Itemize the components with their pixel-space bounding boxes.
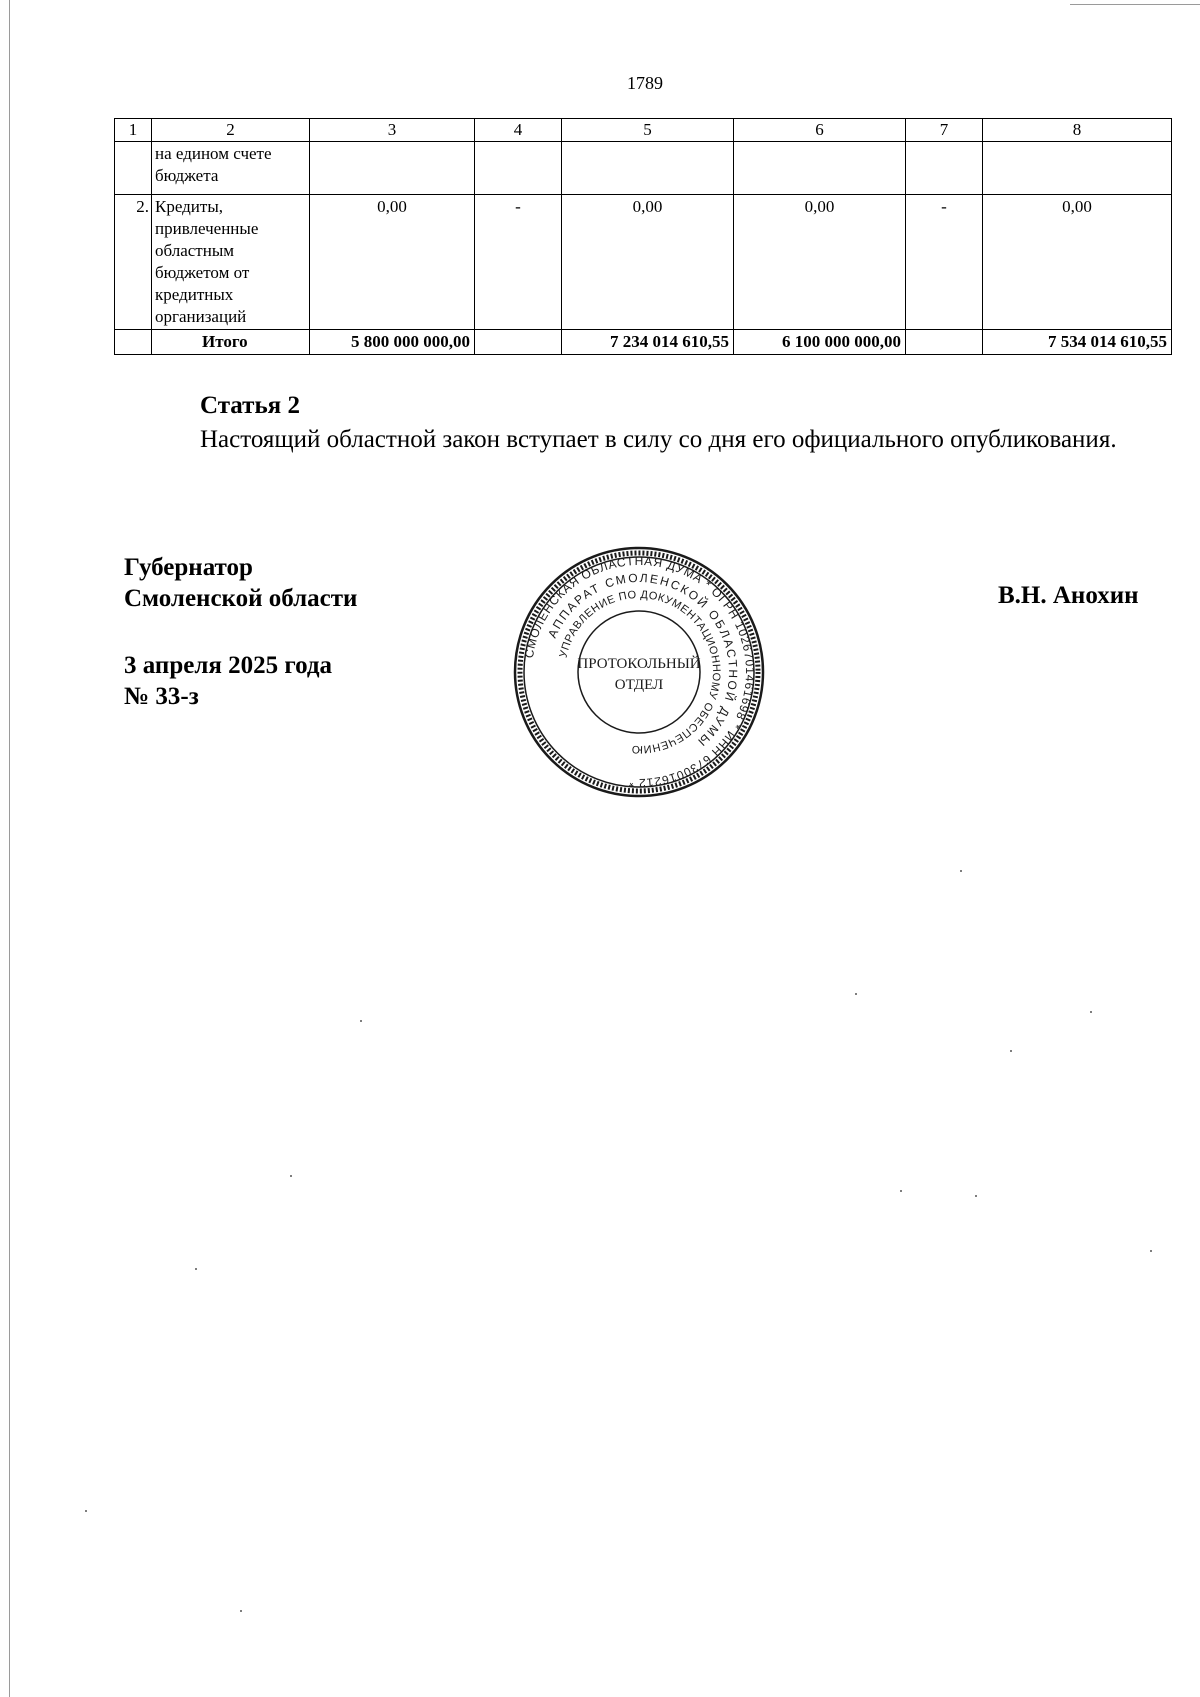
cell-value: 0,00 (562, 195, 734, 330)
table-total-row (115, 330, 1172, 355)
cell-value: - (906, 195, 983, 330)
total-value: 7 534 014 610,55 (983, 330, 1172, 355)
cell-value (475, 142, 562, 195)
page-number: 1789 (627, 73, 663, 93)
header-cell: 2 (152, 119, 310, 142)
scan-edge-top (1070, 4, 1200, 5)
row-number: 2. (115, 195, 152, 330)
total-label: Итого (152, 330, 310, 355)
budget-table (114, 118, 1172, 355)
total-value (906, 330, 983, 355)
total-value (475, 330, 562, 355)
seal-inner-text: УПРАВЛЕНИЕ ПО ДОКУМЕНТАЦИОННОМУ ОБЕСПЕЧЕНИЮ (557, 588, 723, 756)
table-row (115, 142, 1172, 195)
cell-value: 0,00 (734, 195, 906, 330)
position-line: Смоленской области (124, 585, 358, 612)
cell-value: 0,00 (310, 195, 475, 330)
official-seal (513, 546, 765, 798)
signer-position (124, 552, 357, 614)
cell-value: - (475, 195, 562, 330)
article-text: Настоящий областной закон вступает в силу со дня его официального опубликования. (200, 426, 1117, 453)
cell-value (734, 142, 906, 195)
position-line: Губернатор (124, 554, 253, 581)
total-empty-cell (115, 330, 152, 355)
signer-name: В.Н. Анохин (998, 582, 1139, 609)
seal-center-line2: ОТДЕЛ (614, 677, 664, 693)
cell-value (906, 142, 983, 195)
total-value: 5 800 000 000,00 (310, 330, 475, 355)
cell-value: 0,00 (983, 195, 1172, 330)
law-details (124, 650, 332, 712)
article-heading: Статья 2 (200, 392, 300, 419)
table-row (115, 195, 1172, 330)
header-cell: 7 (906, 119, 983, 142)
cell-value (983, 142, 1172, 195)
row-name: на едином счете бюджета (152, 142, 310, 195)
header-cell: 1 (115, 119, 152, 142)
cell-value (562, 142, 734, 195)
seal-outer-text: СМОЛЕНСКАЯ ОБЛАСТНАЯ ДУМА * ОГРН 1026701461698 * ИНН 6730016212 * (521, 553, 758, 791)
total-value: 6 100 000 000,00 (734, 330, 906, 355)
header-cell: 5 (562, 119, 734, 142)
cell-value (310, 142, 475, 195)
scan-edge-left (9, 0, 10, 1697)
row-number (115, 142, 152, 195)
law-number: № 33-з (124, 683, 199, 710)
header-cell: 4 (475, 119, 562, 142)
row-name: Кредиты, привлеченные областным бюджетом от кредитных организаций (152, 195, 310, 330)
total-value: 7 234 014 610,55 (562, 330, 734, 355)
header-cell: 8 (983, 119, 1172, 142)
table-header-row (115, 119, 1172, 142)
header-cell: 3 (310, 119, 475, 142)
law-date: 3 апреля 2025 года (124, 652, 333, 679)
seal-center-line1: ПРОТОКОЛЬНЫЙ (577, 656, 701, 672)
seal-middle-text: АППАРАТ СМОЛЕНСКОЙ ОБЛАСТНОЙ ДУМЫ (545, 570, 741, 751)
header-cell: 6 (734, 119, 906, 142)
